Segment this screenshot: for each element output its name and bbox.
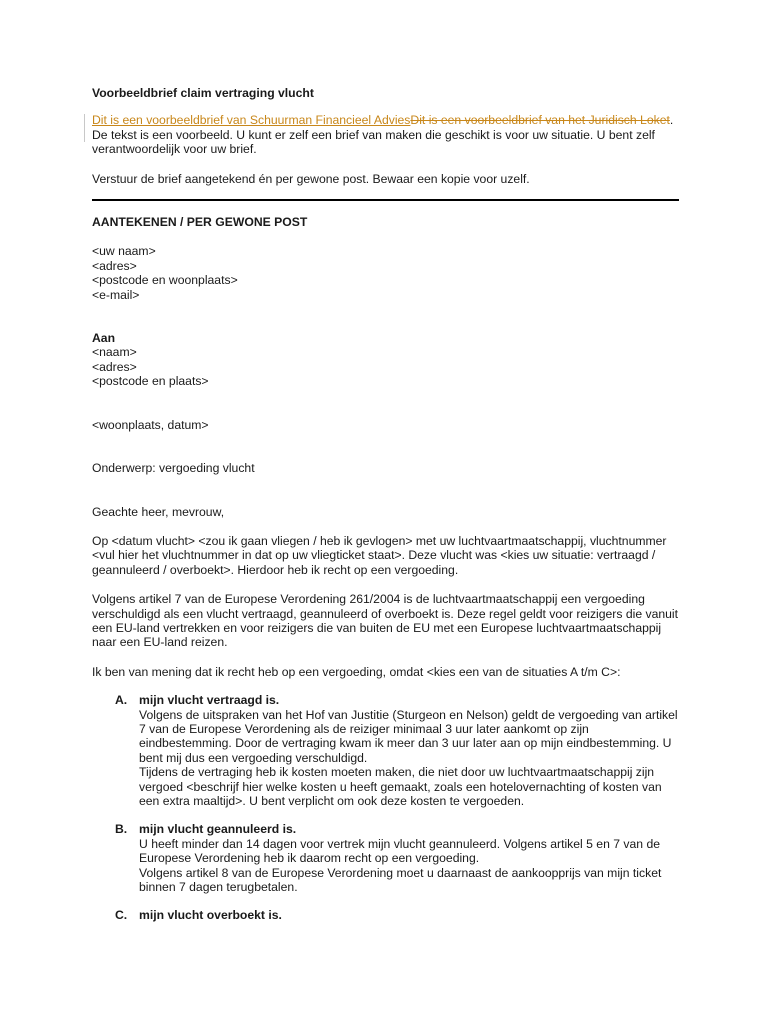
list-item-heading: mijn vlucht geannuleerd is. (139, 822, 297, 837)
intro-paragraph (92, 113, 678, 156)
sender-name: <uw naam> (92, 244, 156, 259)
track-change-bar (84, 114, 85, 142)
paragraph-2: Volgens artikel 7 van de Europese Verordening 261/2004 is de luchtvaartmaatschappij een vergoeding verschuldigd als een vlucht vertraagd, geannuleerd of overboekt is. Deze regel geldt voor reizigers die vanuit een EU-land vertrekken en voor reizigers die van buiten de EU met een Europese luchtvaartmaatschappij naar een EU-land reizen. (92, 592, 679, 650)
deleted-text: Dit is een voorbeeldbrief van het Juridisch Loket (410, 113, 670, 128)
list-item-text: U heeft minder dan 14 dagen voor vertrek mijn vlucht geannuleerd. Volgens artikel 5 en 7 van de Europese Verordening heb ik daarom recht op een vergoeding. (139, 836, 660, 866)
recipient-postcode: <postcode en plaats> (92, 374, 209, 389)
list-marker: A. (115, 693, 128, 708)
sender-email: <e-mail> (92, 287, 140, 302)
list-marker: B. (115, 822, 128, 837)
list-item-heading: mijn vlucht vertraagd is. (139, 693, 280, 708)
recipient-address-line: <adres> (92, 359, 137, 374)
list-marker: C. (115, 908, 128, 923)
salutation: Geachte heer, mevrouw, (92, 504, 225, 519)
paragraph-1: Op <datum vlucht> <zou ik gaan vliegen / heb ik gevlogen> met uw luchtvaartmaatschappij, vluchtnummer <vul hier het vluchtnummer in dat op uw vliegticket staat>. Deze vlucht was <kies uw situatie: vertraagd / geannuleerd / overboekt>. Hierdoor heb ik recht op een vergoeding. (92, 533, 667, 577)
place-date: <woonplaats, datum> (92, 417, 209, 432)
list-item (92, 908, 678, 922)
inserted-text: Dit is een voorbeeldbrief van Schuurman Financieel Advies (92, 113, 411, 128)
document-title: Voorbeeldbrief claim vertraging vlucht (92, 86, 314, 100)
post-heading: AANTEKENEN / PER GEWONE POST (92, 215, 308, 230)
situation-list (92, 693, 678, 923)
document-page (92, 86, 678, 937)
send-note: Verstuur de brief aangetekend én per gewone post. Bewaar een kopie voor uzelf. (92, 171, 530, 186)
to-label: Aan (92, 331, 116, 346)
recipient-name: <naam> (92, 345, 137, 360)
list-item (92, 822, 678, 894)
sender-postcode: <postcode en woonplaats> (92, 273, 238, 288)
sender-address-line: <adres> (92, 258, 137, 273)
list-item-text: Volgens de uitspraken van het Hof van Justitie (Sturgeon en Nelson) geldt de vergoeding van artikel 7 van de Europese Verordening als de reiziger minimaal 3 uur later aankomt op zijn eindbestemming. Door de vertraging kwam ik meer dan 3 uur later aan op mijn eindbestemming. U bent mij dus een vergoeding verschuldigd. (139, 707, 678, 765)
list-item (92, 693, 678, 808)
subject-line: Onderwerp: vergoeding vlucht (92, 461, 255, 476)
list-item-text: Volgens artikel 8 van de Europese Verordening moet u daarnaast de aankoopprijs van mijn ticket binnen 7 dagen terugbetalen. (139, 865, 662, 895)
list-item-heading: mijn vlucht overboekt is. (139, 908, 282, 923)
sender-address (92, 244, 678, 302)
horizontal-rule (92, 199, 679, 201)
recipient-address (92, 331, 678, 389)
list-item-text: Tijdens de vertraging heb ik kosten moeten maken, die niet door uw luchtvaartmaatschappij zijn vergoed <beschrijf hier welke kosten u heeft gemaakt, zoals een hotelovernachting of kosten van een extra maaltijd>. U bent verplicht om ook deze kosten te vergoeden. (139, 765, 662, 808)
paragraph-3: Ik ben van mening dat ik recht heb op een vergoeding, omdat <kies een van de situaties A t/m C>: (92, 664, 621, 679)
intro-rest: . De tekst is een voorbeeld. U kunt er zelf een brief van maken die geschikt is voor uw situatie. U bent zelf verantwoordelijk voor uw brief. (92, 113, 674, 157)
